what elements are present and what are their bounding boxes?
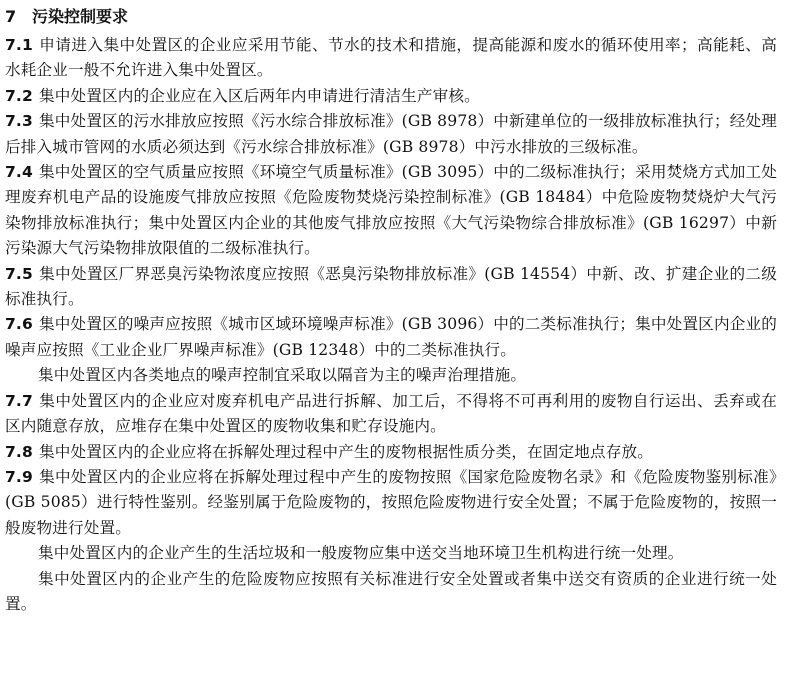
clause-number: 7.9	[5, 467, 33, 486]
clause-7-8	[5, 440, 777, 465]
clause-7-7	[5, 389, 777, 440]
clause-7-5	[5, 262, 777, 313]
clause-text: 申请进入集中处置区的企业应采用节能、节水的技术和措施，提高能源和废水的循环使用率；高能耗、高水耗企业一般不允许进入集中处置区。	[5, 36, 777, 80]
clause-text: 集中处置区内的企业应将在拆解处理过程中产生的废物按照《国家危险废物名录》和《危险废物鉴别标准》(GB 5085）进行特性鉴别。经鉴别属于危险废物的，按照危险废物进行安全处置；不属于危险废物的，按照一般废物进行处置。	[5, 467, 777, 537]
clause-7-6	[5, 312, 777, 363]
clause-7-3	[5, 109, 777, 160]
clause-number: 7.2	[5, 86, 33, 105]
clause-text: 集中处置区内的企业产生的生活垃圾和一般废物应集中送交当地环境卫生机构进行统一处理。	[38, 544, 684, 563]
clause-text: 集中处置区内各类地点的噪声控制宜采取以隔音为主的噪声治理措施。	[38, 366, 527, 385]
clause-7-4	[5, 160, 777, 262]
clause-7-6-note	[5, 363, 777, 388]
clause-text: 集中处置区厂界恶臭污染物浓度应按照《恶臭污染物排放标准》(GB 14554）中新、改、扩建企业的二级标准执行。	[5, 264, 777, 309]
clause-7-9-note-2	[5, 567, 777, 618]
clause-text: 集中处置区的噪声应按照《城市区域环境噪声标准》(GB 3096）中的二类标准执行；集中处置区内企业的噪声应按照《工业企业厂界噪声标准》(GB 12348）中的二类标准执行。	[5, 315, 777, 359]
clause-number: 7.1	[5, 36, 33, 54]
clause-7-1	[5, 33, 777, 84]
clause-number: 7.6	[5, 315, 33, 334]
clause-number: 7.3	[5, 112, 33, 131]
section-heading	[5, 3, 777, 30]
section-number: 7	[5, 7, 17, 26]
clause-text: 集中处置区内的企业产生的危险废物应按照有关标准进行安全处置或者集中送交有资质的企业进行统一处置。	[5, 569, 777, 613]
clause-number: 7.4	[5, 163, 33, 182]
clause-number: 7.8	[5, 442, 33, 461]
clause-text: 集中处置区的空气质量应按照《环境空气质量标准》(GB 3095）中的二级标准执行；采用焚烧方式加工处理废弃机电产品的设施废气排放应按照《危险废物焚烧污染控制标准》(GB 18484）中危险废物焚烧炉大气污染物排放标准执行；集中处置区内企业的其他废气排放应按照《大气污染物综合排放标准》(GB 16297）中新污染源大气污染物排放限值的二级标准执行。	[5, 163, 777, 258]
clause-text: 集中处置区内的企业应对废弃机电产品进行拆解、加工后，不得将不可再利用的废物自行运出、丢弃或在区内随意存放，应堆存在集中处置区的废物收集和贮存设施内。	[5, 391, 777, 436]
clause-text: 集中处置区内的企业应将在拆解处理过程中产生的废物根据性质分类，在固定地点存放。	[39, 442, 654, 461]
clause-text: 集中处置区的污水排放应按照《污水综合排放标准》(GB 8978）中新建单位的一级排放标准执行；经处理后排入城市管网的水质必须达到《污水综合排放标准》(GB 8978）中污水排放的三级标准。	[5, 112, 777, 156]
clause-number: 7.5	[5, 264, 33, 283]
section-title: 污染控制要求	[32, 7, 129, 26]
clause-7-9	[5, 465, 777, 541]
clause-7-9-note-1	[5, 541, 777, 566]
clause-text: 集中处置区内的企业应在入区后两年内申请进行清洁生产审核。	[39, 86, 480, 105]
clause-number: 7.7	[5, 391, 33, 410]
clause-7-2	[5, 84, 777, 109]
